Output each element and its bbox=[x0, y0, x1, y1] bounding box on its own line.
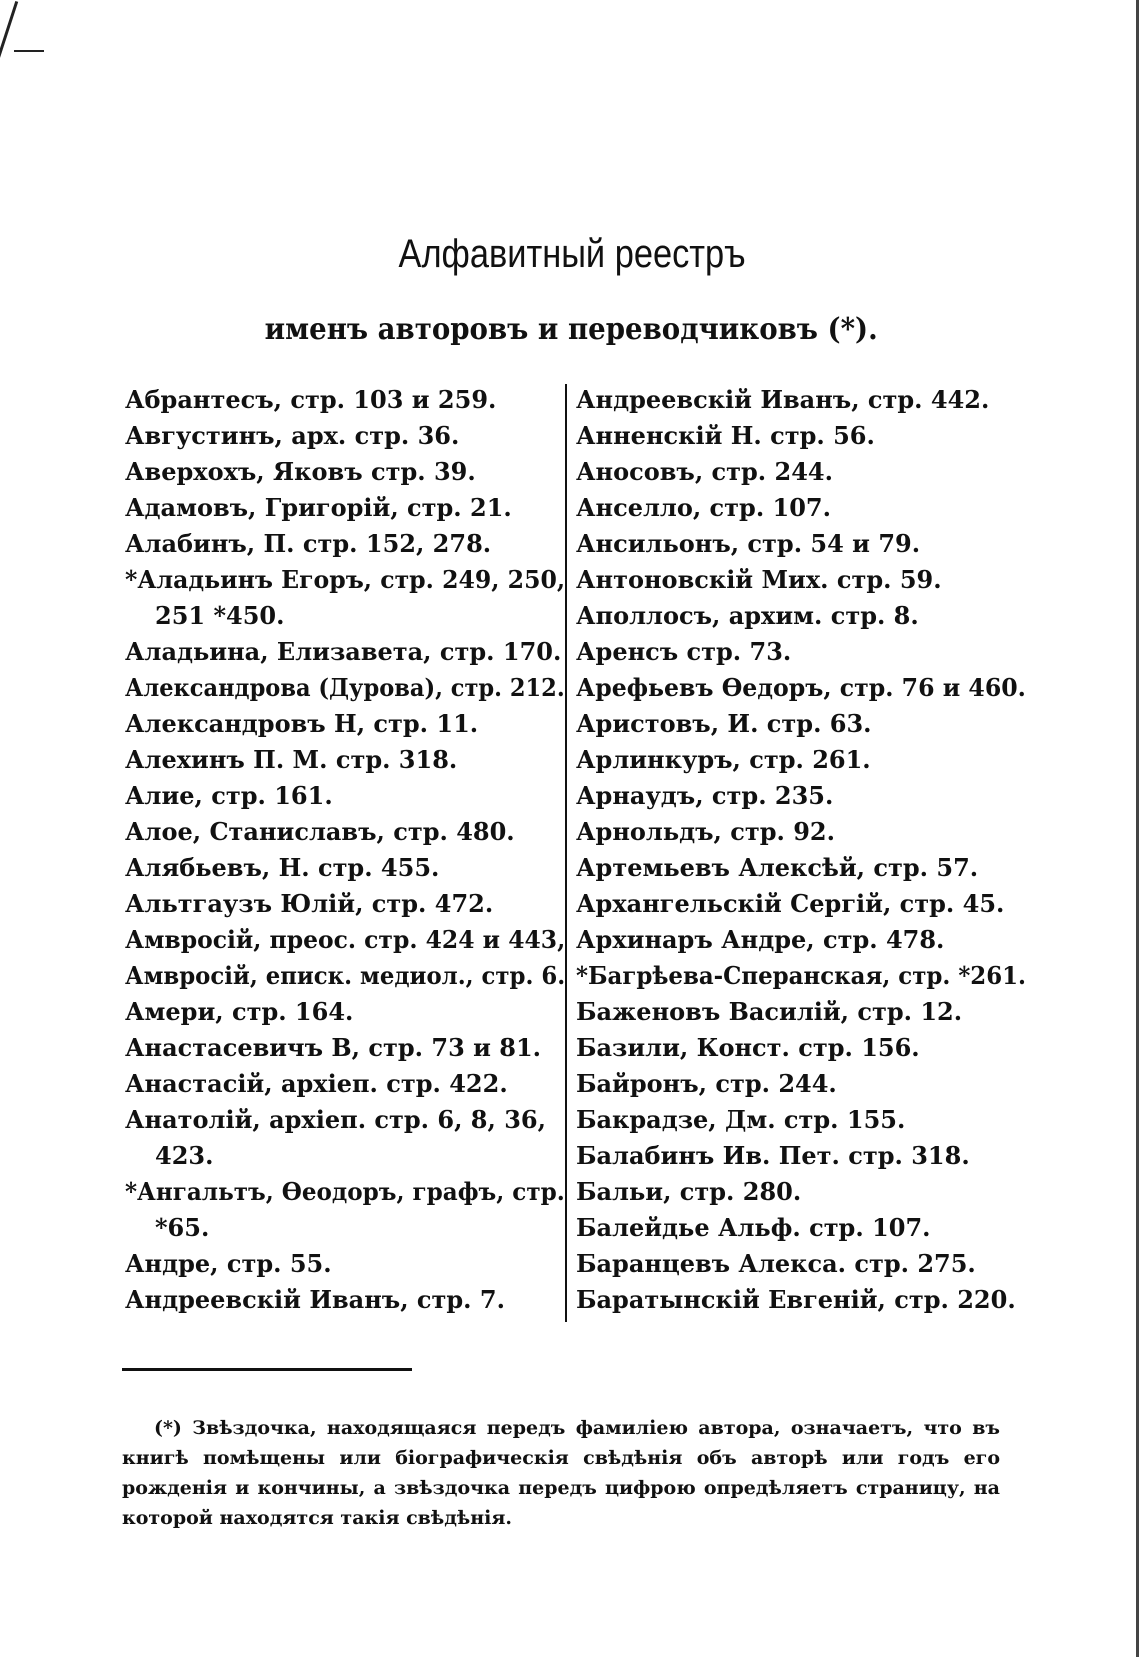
index-entry: Бакрадзе, Дм. стр. 155. bbox=[576, 1105, 906, 1134]
footnote-rule bbox=[122, 1368, 412, 1371]
scan-mark-right-edge bbox=[1136, 0, 1139, 1657]
index-entry: Арефьевъ Өедоръ, стр. 76 и 460. bbox=[576, 673, 1026, 702]
index-entry: Аристовъ, И. стр. 63. bbox=[576, 709, 872, 738]
index-entry: Балабинъ Ив. Пет. стр. 318. bbox=[576, 1141, 970, 1170]
index-entry: Александрова (Дурова), стр. 212. bbox=[125, 673, 565, 702]
index-entry: Арнаудъ, стр. 235. bbox=[576, 781, 834, 810]
index-entry-continuation: 251 *450. bbox=[155, 601, 285, 630]
index-entry: *Аладьинъ Егоръ, стр. 249, 250, bbox=[125, 565, 566, 594]
index-entry: Баранцевъ Алекса. стр. 275. bbox=[576, 1249, 976, 1278]
index-entry: Андреевскій Иванъ, стр. 442. bbox=[576, 385, 990, 414]
index-entry: Ансильонъ, стр. 54 и 79. bbox=[576, 529, 921, 558]
index-entry: Алехинъ П. М. стр. 318. bbox=[125, 745, 458, 774]
index-entry: Амери, стр. 164. bbox=[125, 997, 354, 1026]
index-entry: Базили, Конст. стр. 156. bbox=[576, 1033, 920, 1062]
index-entry: Анненскій Н. стр. 56. bbox=[576, 421, 875, 450]
column-divider bbox=[565, 384, 567, 1322]
index-entry: Алое, Станиславъ, стр. 480. bbox=[125, 817, 515, 846]
index-entry: Аносовъ, стр. 244. bbox=[576, 457, 833, 486]
index-entry: Анселло, стр. 107. bbox=[576, 493, 831, 522]
index-entry: Антоновскій Мих. стр. 59. bbox=[576, 565, 942, 594]
index-entry: Арнольдъ, стр. 92. bbox=[576, 817, 835, 846]
index-entry: Арлинкуръ, стр. 261. bbox=[576, 745, 871, 774]
index-entry: Августинъ, арх. стр. 36. bbox=[125, 421, 460, 450]
index-entry: Андреевскій Иванъ, стр. 7. bbox=[125, 1285, 505, 1314]
index-entry: Алабинъ, П. стр. 152, 278. bbox=[125, 529, 492, 558]
index-entry: Адамовъ, Григорій, стр. 21. bbox=[125, 493, 512, 522]
page-subtitle: именъ авторовъ и переводчиковъ (*). bbox=[264, 312, 878, 347]
index-entry: Александровъ Н, стр. 11. bbox=[125, 709, 479, 738]
index-entry: Аполлосъ, архим. стр. 8. bbox=[576, 601, 919, 630]
index-entry: Анастасій, архіеп. стр. 422. bbox=[125, 1069, 508, 1098]
page-title: Алфавитный реестръ bbox=[398, 232, 746, 276]
index-entry: Андре, стр. 55. bbox=[125, 1249, 332, 1278]
index-entry: Артемьевъ Алексѣй, стр. 57. bbox=[576, 853, 979, 882]
index-entry: Амвросій, преос. стр. 424 и 443, bbox=[125, 925, 566, 954]
index-entry: Бальи, стр. 280. bbox=[576, 1177, 802, 1206]
footnote: (*) Звѣздочка, находящаяся передъ фамиліею автора, означаетъ, что въ книгѣ помѣщены или біографическія свѣдѣнія объ авторѣ или годъ его рожденія и кончины, а звѣздочка передъ цифрою опредѣляетъ страницу, на которой находятся такія свѣдѣнія. bbox=[122, 1417, 1000, 1529]
index-entry: Байронъ, стр. 244. bbox=[576, 1069, 837, 1098]
index-entry-continuation: 423. bbox=[155, 1141, 214, 1170]
index-entry: Анатолій, архіеп. стр. 6, 8, 36, bbox=[125, 1105, 546, 1134]
scan-mark-top-left-dash bbox=[14, 50, 44, 52]
index-entry: Баженовъ Василій, стр. 12. bbox=[576, 997, 963, 1026]
index-column-right bbox=[576, 382, 1026, 1318]
index-entry: Абрантесъ, стр. 103 и 259. bbox=[125, 385, 497, 414]
index-entry: Альтгаузъ Юлій, стр. 472. bbox=[125, 889, 494, 918]
index-entry: *Багрѣева-Сперанская, стр. *261. bbox=[576, 961, 1026, 990]
index-entry-continuation: *65. bbox=[155, 1213, 210, 1242]
index-entry: Амвросій, еписк. медиол., стр. 6. bbox=[125, 961, 566, 990]
index-entry: Архангельскій Сергій, стр. 45. bbox=[576, 889, 1005, 918]
index-entry: Баратынскій Евгеній, стр. 220. bbox=[576, 1285, 1016, 1314]
index-entry: Аверхохъ, Яковъ стр. 39. bbox=[125, 457, 476, 486]
index-entry: Аренсъ стр. 73. bbox=[576, 637, 792, 666]
index-entry: Алябьевъ, Н. стр. 455. bbox=[125, 853, 440, 882]
index-entry: Алие, стр. 161. bbox=[125, 781, 333, 810]
index-entry: Балейдье Альф. стр. 107. bbox=[576, 1213, 931, 1242]
index-entry: *Ангальтъ, Өеодоръ, графъ, стр. bbox=[125, 1177, 565, 1206]
index-entry: Архинаръ Андре, стр. 478. bbox=[576, 925, 945, 954]
index-column-left bbox=[125, 382, 565, 1318]
index-entry: Аладьина, Елизавета, стр. 170. bbox=[125, 637, 562, 666]
index-entry: Анастасевичъ В, стр. 73 и 81. bbox=[125, 1033, 542, 1062]
